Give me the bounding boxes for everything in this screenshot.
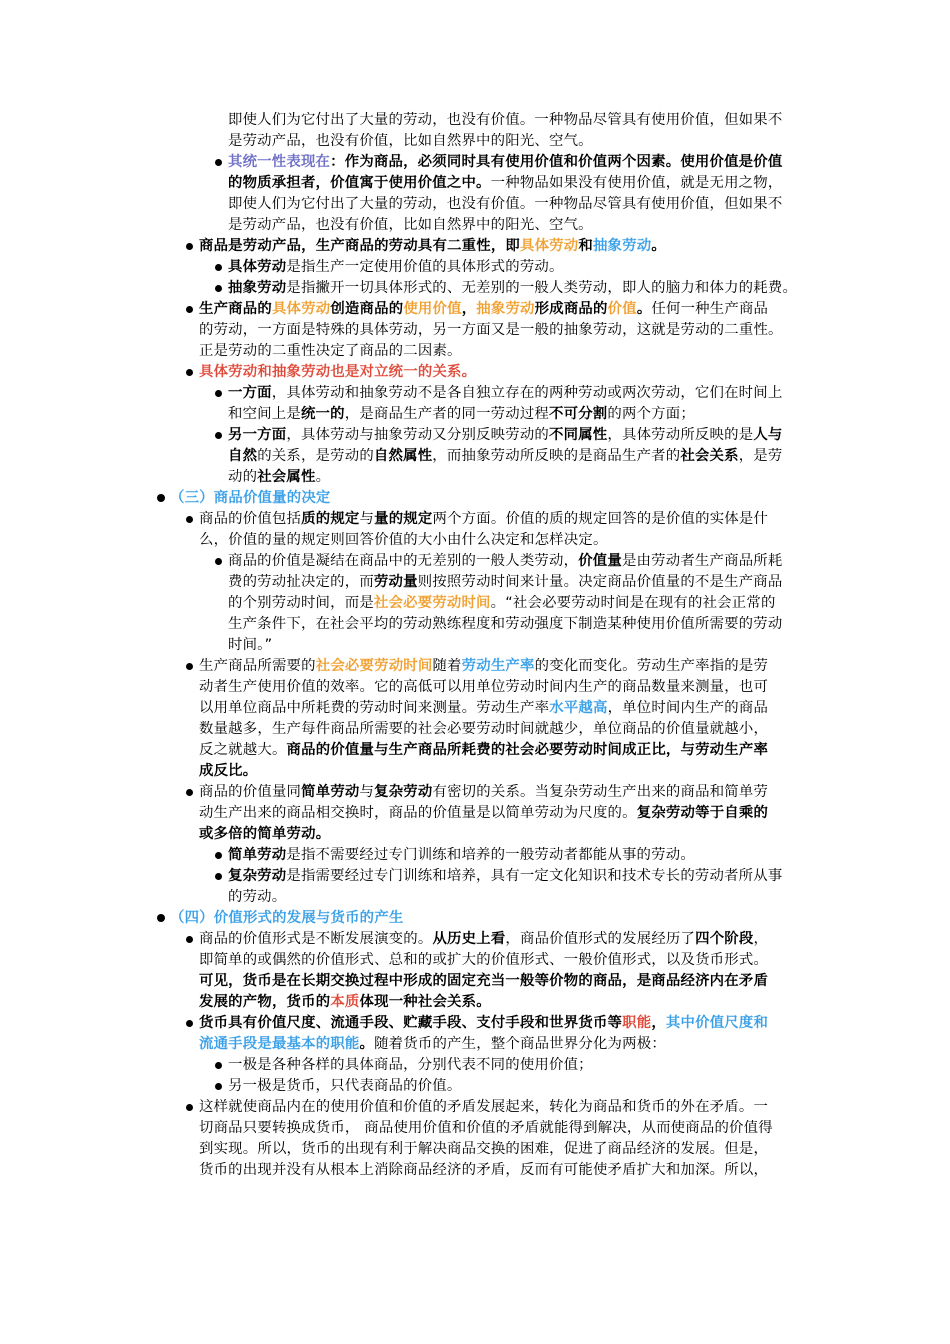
text-run: ：作为商品，必须同时具有使用价值和价值两个因素。使用价值是价值 (330, 154, 783, 170)
text-run: 质的规定 (301, 511, 360, 527)
text-run: 量的规定 (374, 511, 433, 527)
text-run: 动生产出来的商品相交换时，商品的价值量是以简单劳动为尺度的。 (199, 805, 637, 821)
text-run: ，具体劳动和抽象劳动不是各自独立存在的两种劳动或两次劳动，它们在时间上 (271, 385, 783, 401)
text-run: ，具体劳动与抽象劳动又分别反映劳动的 (286, 427, 550, 443)
text-run: 是劳动产品，也没有价值，比如自然界中的阳光、空气。 (228, 217, 593, 233)
text-run: 具体劳动 (271, 301, 331, 317)
text-run: 。 (359, 1036, 375, 1052)
text-line (228, 194, 782, 215)
text-line (228, 887, 286, 908)
text-run: 随着货币的产生，整个商品世界分化为两极： (374, 1036, 666, 1052)
text-run: 与 (359, 784, 375, 800)
text-line (199, 362, 476, 383)
bullet-icon (215, 285, 222, 292)
text-run: 具体劳动 (520, 238, 579, 254)
text-run: 的个别劳动时间，而是 (228, 595, 374, 611)
text-run: 生产商品的 (199, 301, 272, 317)
text-line (228, 278, 797, 299)
text-run: 社会关系 (680, 448, 739, 464)
text-run: 社会必要劳动时间 (373, 595, 491, 611)
bullet-icon (186, 789, 193, 796)
text-run: 不可分割 (549, 406, 608, 422)
text-run: 生产商品所需要的 (199, 658, 316, 674)
text-run: 的劳动，一方面是特殊的具体劳动，另一方面又是一般的抽象劳动，这就是劳动的二重性。 (199, 322, 783, 338)
bullet-icon (186, 243, 193, 250)
text-run: 商品的价值量同 (199, 784, 302, 800)
text-run: ， (651, 1015, 666, 1031)
text-run: ，单位时间内生产的商品 (607, 700, 769, 716)
text-run: 形成商品的 (534, 301, 608, 317)
text-line (170, 908, 403, 929)
bullet-icon (215, 558, 222, 565)
text-run: 费的劳动扯决定的，而 (228, 574, 374, 590)
text-run: 具体劳动和抽象劳动也是对立统一的关系。 (199, 364, 477, 380)
text-run: 自然 (228, 448, 258, 464)
text-line (228, 383, 782, 404)
text-line (199, 656, 768, 677)
text-line (199, 677, 768, 698)
bullet-icon (186, 663, 193, 670)
bullet-icon (186, 306, 193, 313)
text-run: 或多倍的简单劳动。 (199, 826, 331, 842)
text-run: 四个阶段 (695, 931, 754, 947)
text-run: 。 (651, 238, 666, 254)
text-run: 具体劳动 (228, 259, 287, 275)
text-run: 一种物品如果没有使用价值，就是无用之物， (490, 175, 783, 191)
bullet-icon (186, 516, 193, 523)
text-run: 统一的 (300, 406, 345, 422)
text-run: 价值量 (578, 553, 622, 569)
text-line (199, 1034, 666, 1055)
text-run: 商品的价值形式是不断发展演变的。 (199, 931, 433, 947)
text-run: 动者生产使用价值的效率。它的高低可以用单位劳动时间内生产的商品数量来测量，也可 (199, 679, 769, 695)
text-run: 的两个方面； (607, 406, 695, 422)
text-run: 发展的产物，货币的 (199, 994, 331, 1010)
text-line (199, 824, 330, 845)
text-run: 可见，货币是在长期交换过程中形成的固定充当一般等价物的商品，是商品经济内在矛盾 (199, 973, 769, 989)
bullet-icon (215, 390, 222, 397)
text-run: 是指需要经过专门训练和培养，具有一定文化知识和技术专长的劳动者所从事 (286, 868, 783, 884)
text-run: （四）价值形式的发展与货币的产生 (170, 910, 404, 926)
text-run: 抽象劳动 (228, 280, 287, 296)
text-run: 反之就越大。 (199, 742, 287, 758)
text-run: 成反比。 (199, 763, 258, 779)
bullet-icon (157, 494, 165, 502)
text-line (228, 614, 782, 635)
text-line (199, 320, 783, 341)
text-run: 的关系，是劳动的 (257, 448, 374, 464)
text-line (199, 1139, 768, 1160)
text-run: 商品的价值包括 (199, 511, 302, 527)
text-line (228, 572, 782, 593)
text-run: ， (461, 301, 477, 317)
text-line (199, 740, 768, 761)
text-line (228, 404, 695, 425)
text-run: （三）商品价值量的决定 (170, 490, 331, 506)
text-run: 货币具有价值尺度、流通手段、贮藏手段、支付手段和世界货币等 (199, 1015, 623, 1031)
text-run: 有密切的关系。当复杂劳动生产出来的商品和简单劳 (432, 784, 769, 800)
text-run: ，具体劳动所反映的是 (607, 427, 754, 443)
text-line (228, 593, 776, 614)
bullet-icon (186, 1020, 193, 1027)
text-run: 从历史上看 (432, 931, 506, 947)
text-run: 简单劳动 (301, 784, 360, 800)
text-run: 和 (578, 238, 593, 254)
text-run: 另一方面 (228, 427, 287, 443)
text-run: 流通手段是最基本的职能 (199, 1036, 360, 1052)
text-run: 社会必要劳动时间 (315, 658, 433, 674)
text-run: 不同属性 (549, 427, 608, 443)
text-run: 另一极是货币，只代表商品的价值。 (228, 1078, 462, 1094)
text-run: 本质 (330, 994, 360, 1010)
text-line (199, 761, 257, 782)
text-run: 时间。” (228, 637, 273, 653)
text-run: 体现一种社会关系。 (359, 994, 491, 1010)
text-run: 商品的价值量与生产商品所耗费的社会必要劳动时间成正比，与劳动生产率 (286, 742, 769, 758)
text-line (228, 866, 782, 887)
text-run: 这样就使商品内在的使用价值和价值的矛盾发展起来，转化为商品和货币的外在矛盾。一 (199, 1099, 769, 1115)
text-run: 是指生产一定使用价值的具体形式的劳动。 (286, 259, 564, 275)
bullet-icon (215, 432, 222, 439)
text-run: 即使人们为它付出了大量的劳动，也没有价值。一种物品尽管具有使用价值，但如果不 (228, 112, 783, 128)
text-run: 复杂劳动等于自乘的 (636, 805, 769, 821)
text-run: 以用单位商品中所耗费的劳动时间来测量。劳动生产率 (199, 700, 550, 716)
text-run: 人与 (753, 427, 783, 443)
text-run: 切商品只要转换成货币， 商品使用价值和价值的矛盾就能得到解决，从而使商品的价值得 (199, 1120, 773, 1136)
text-line (228, 173, 782, 194)
text-run: 的变化而变化。劳动生产率指的是劳 (534, 658, 769, 674)
text-run: 水平越高 (549, 700, 608, 716)
text-line (199, 1160, 768, 1181)
text-line (199, 299, 768, 320)
text-run: 抽象劳动 (592, 238, 652, 254)
text-run: 社会属性 (257, 469, 316, 485)
text-run: 的劳动。 (228, 889, 287, 905)
text-line (228, 845, 695, 866)
text-line (228, 467, 330, 488)
text-run: 。 (315, 469, 331, 485)
text-run: 么，价值的量的规定则回答价值的大小由什么决定和怎样决定。 (199, 532, 608, 548)
text-run: 即使人们为它付出了大量的劳动，也没有价值。一种物品尽管具有使用价值，但如果不 (228, 196, 783, 212)
text-line (228, 425, 783, 446)
text-line (199, 1097, 768, 1118)
text-run: 。“社会必要劳动时间是在现有的社会正常的 (490, 595, 776, 611)
text-line (199, 341, 462, 362)
text-run: ，是劳 (738, 448, 783, 464)
bullet-icon (186, 1104, 193, 1111)
text-run: 一方面 (228, 385, 272, 401)
text-line (228, 1076, 461, 1097)
text-line (228, 152, 782, 173)
text-line (228, 446, 783, 467)
text-run: 。 (636, 301, 652, 317)
text-line (228, 551, 782, 572)
text-run: 简单劳动 (228, 847, 287, 863)
text-run: 其统一性表现在 (228, 154, 331, 170)
text-run: 劳动量 (373, 574, 418, 590)
bullet-icon (157, 914, 165, 922)
text-line (228, 215, 593, 236)
text-line (199, 1118, 773, 1139)
text-run: 价值 (607, 301, 637, 317)
text-run: 货币的出现并没有从根本上消除商品经济的矛盾，反而有可能使矛盾扩大和加深。所以， (199, 1162, 769, 1178)
text-line (199, 509, 768, 530)
text-run: ，商品价值形式的发展经历了 (505, 931, 696, 947)
text-run: 与 (359, 511, 375, 527)
text-run: 其中价值尺度和 (665, 1015, 769, 1031)
text-run: 复杂劳动 (374, 784, 433, 800)
text-line (199, 1013, 768, 1034)
text-line (228, 110, 782, 131)
text-run: 即简单的或偶然的价值形式、总和的或扩大的价值形式、一般价值形式，以及货币形式。 (199, 952, 769, 968)
text-run: 的物质承担者，价值寓于使用价值之中。 (228, 175, 491, 191)
text-line (199, 950, 768, 971)
text-line (199, 971, 768, 992)
text-line (228, 1055, 593, 1076)
text-run: 复杂劳动 (228, 868, 287, 884)
text-run: 两个方面。价值的质的规定回答的是价值的实体是什 (432, 511, 769, 527)
text-run: 创造商品的 (330, 301, 404, 317)
text-line (170, 488, 331, 509)
bullet-icon (215, 159, 222, 166)
bullet-icon (215, 852, 222, 859)
text-run: 随着 (432, 658, 462, 674)
text-run: ， (753, 931, 769, 947)
bullet-icon (186, 936, 193, 943)
text-line (199, 530, 608, 551)
text-run: 一极是各种各样的具体商品，分别代表不同的使用价值； (228, 1057, 593, 1073)
text-run: ，是商品生产者的同一劳动过程 (344, 406, 550, 422)
text-run: 劳动生产率 (461, 658, 535, 674)
text-line (228, 257, 564, 278)
text-run: 职能 (622, 1015, 652, 1031)
text-line (199, 992, 491, 1013)
bullet-icon (215, 1083, 222, 1090)
text-run: 正是劳动的二重性决定了商品的二因素。 (199, 343, 462, 359)
bullet-icon (186, 369, 193, 376)
bullet-icon (215, 264, 222, 271)
text-line (228, 635, 272, 656)
text-run: 是指撇开一切具体形式的、无差别的一般人类劳动，即人的脑力和体力的耗费。 (286, 280, 798, 296)
text-run: 数量越多，生产每件商品所需要的社会必要劳动时间就越少，单位商品的价值量就越小， (199, 721, 769, 737)
text-run: 到实现。所以，货币的出现有利于解决商品交换的困难，促进了商品经济的发展。但是， (199, 1141, 769, 1157)
text-line (199, 698, 768, 719)
text-line (199, 719, 768, 740)
text-run: 动的 (228, 469, 258, 485)
text-run: 和空间上是 (228, 406, 301, 422)
text-run: 任何一种生产商品 (651, 301, 769, 317)
text-line (199, 236, 666, 257)
text-run: 自然属性 (373, 448, 433, 464)
text-run: 商品是劳动产品，生产商品的劳动具有二重性，即 (199, 238, 520, 254)
text-run: 则按照劳动时间来计量。决定商品价值量的不是生产商品 (417, 574, 783, 590)
text-line (199, 803, 768, 824)
text-run: 是由劳动者生产商品所耗 (621, 553, 783, 569)
text-line (199, 782, 768, 803)
text-run: 抽象劳动 (476, 301, 535, 317)
text-run: ，而抽象劳动所反映的是商品生产者的 (432, 448, 681, 464)
text-run: 商品的价值是凝结在商品中的无差别的一般人类劳动， (228, 553, 579, 569)
text-run: 生产条件下，在社会平均的劳动熟练程度和劳动强度下制造某种使用价值所需要的劳动 (228, 616, 783, 632)
text-run: 使用价值 (403, 301, 462, 317)
text-run: 是指不需要经过专门训练和培养的一般劳动者都能从事的劳动。 (286, 847, 695, 863)
bullet-icon (215, 873, 222, 880)
text-line (228, 131, 593, 152)
text-run: 是劳动产品，也没有价值，比如自然界中的阳光、空气。 (228, 133, 593, 149)
text-line (199, 929, 768, 950)
bullet-icon (215, 1062, 222, 1069)
